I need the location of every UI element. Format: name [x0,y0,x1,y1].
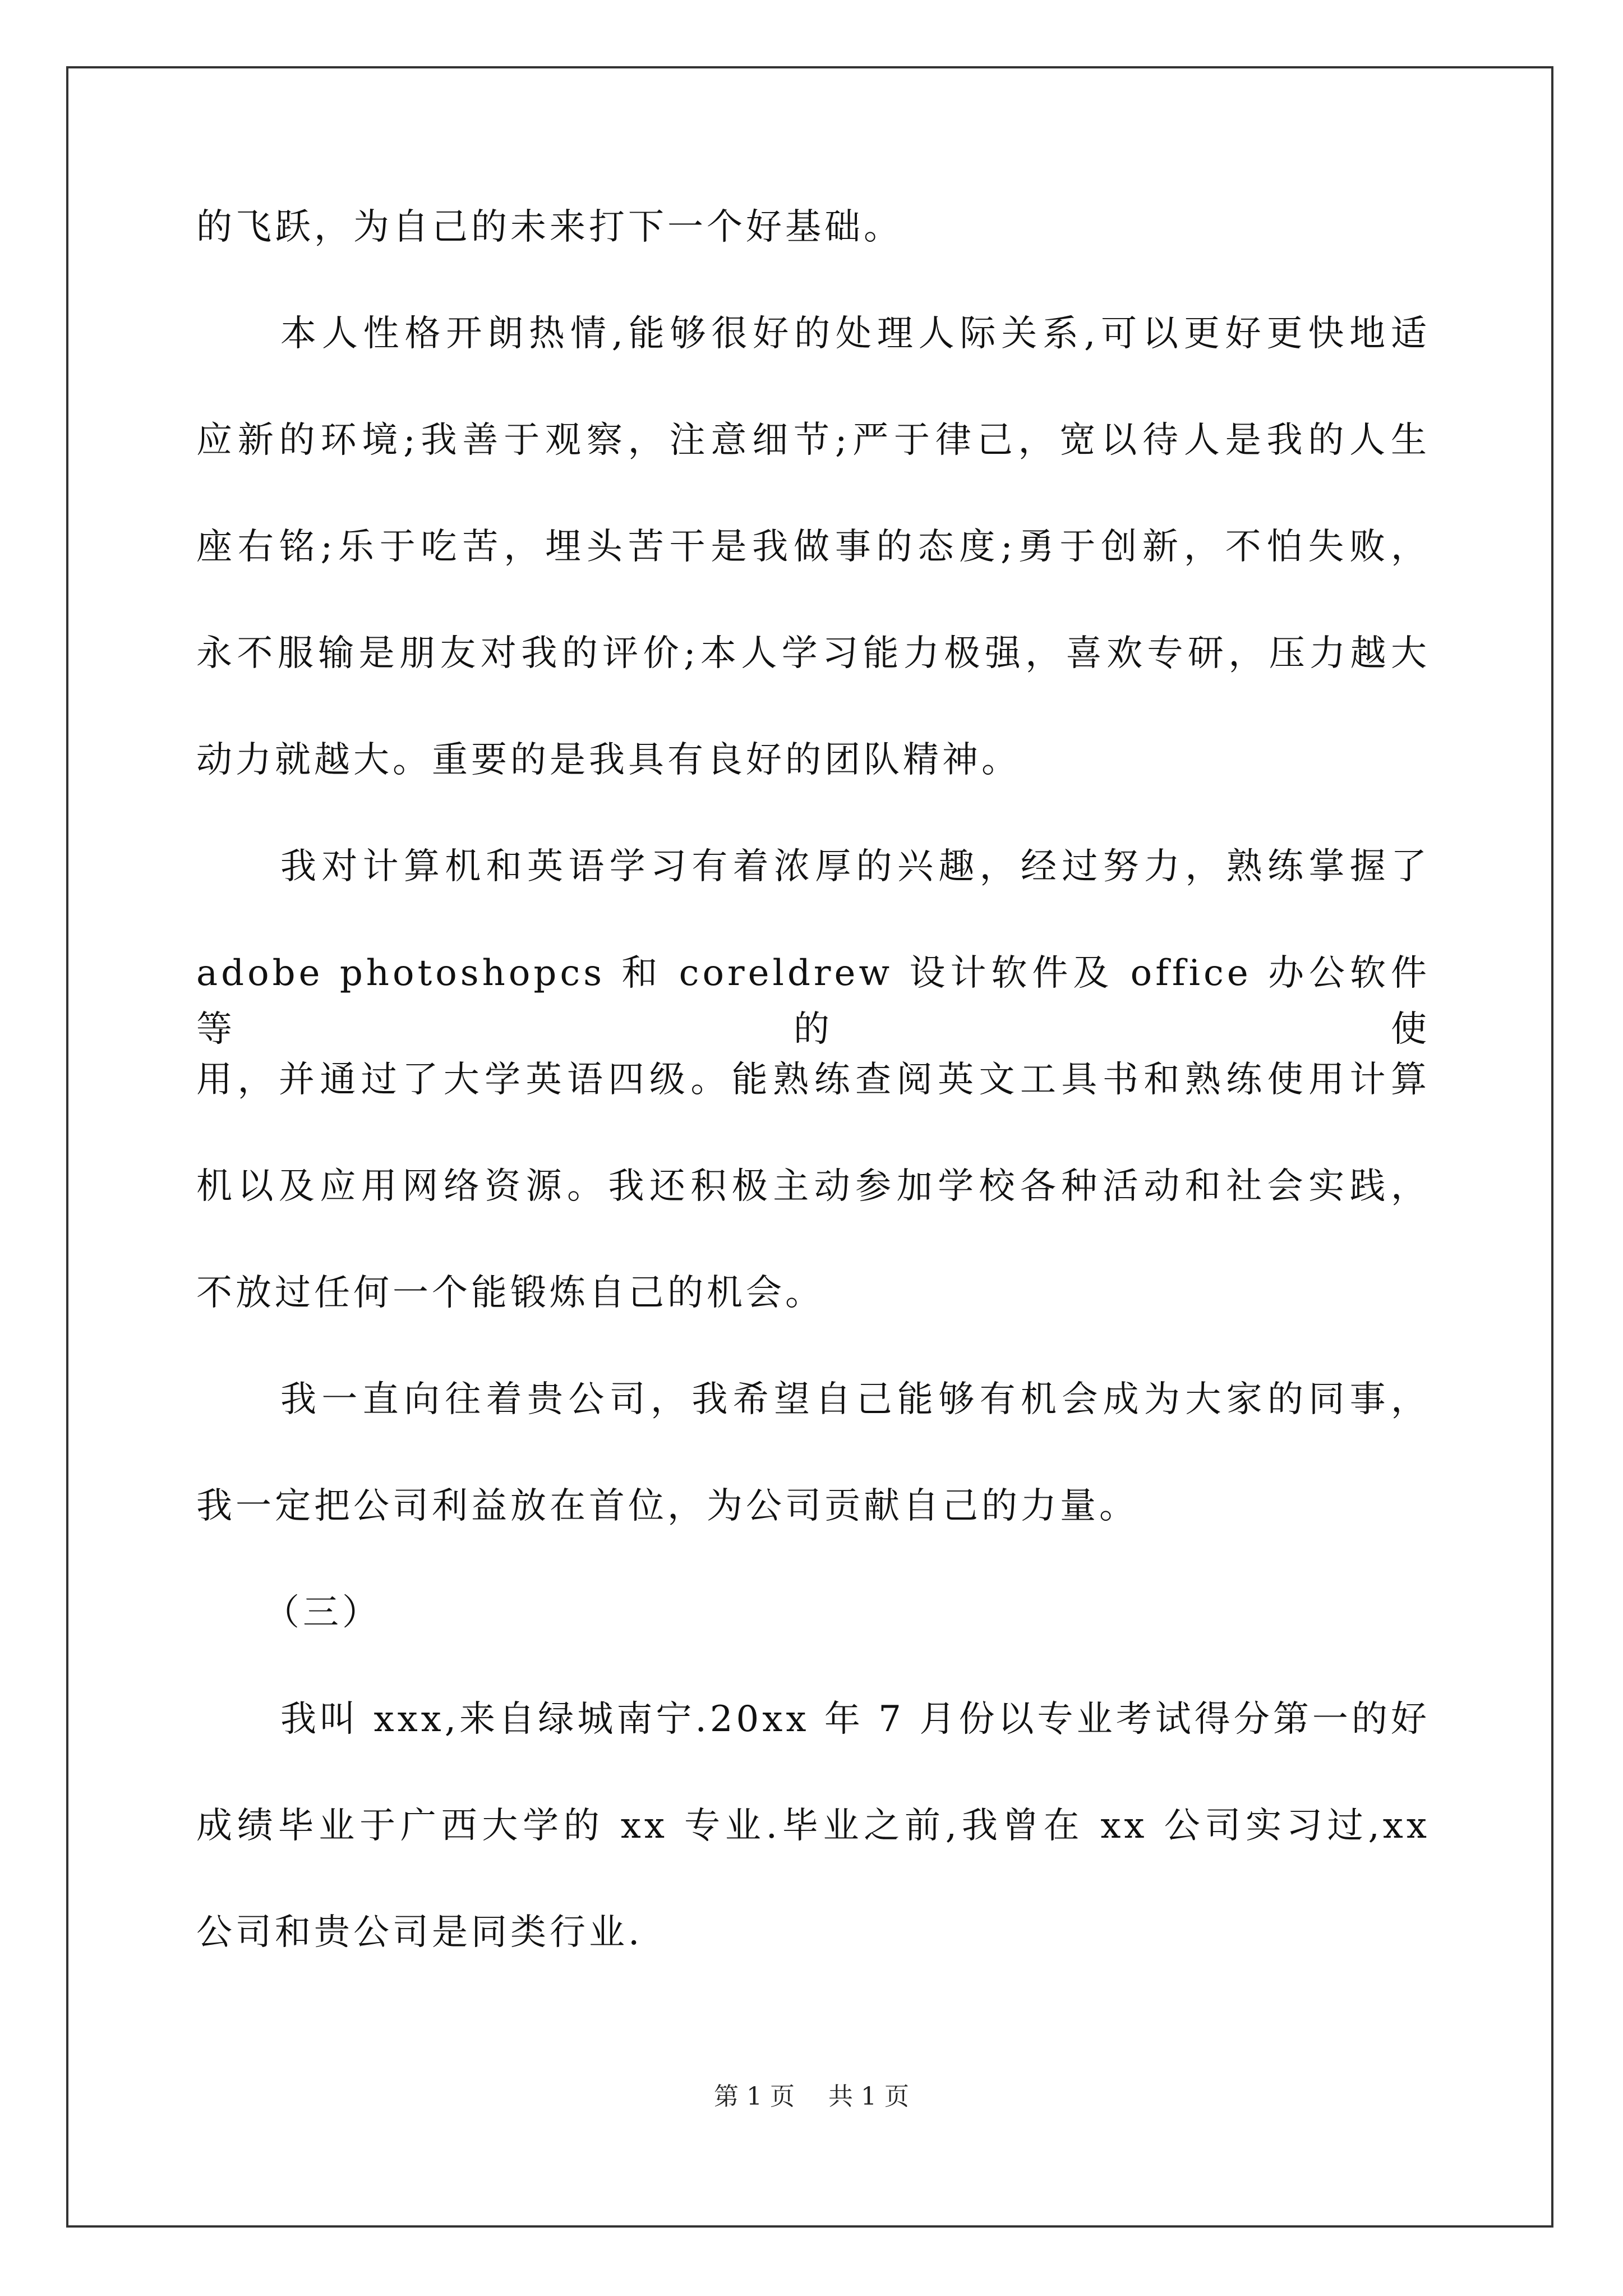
text-line: 动力就越大。重要的是我具有良好的团队精神。 [196,739,1021,781]
section-heading: （三） [264,1592,381,1634]
page-number: 第 1 页 [714,2082,795,2111]
text-line: 永不服输是朋友对我的评价;本人学习能力极强，喜欢专研，压力越大 [196,633,1430,674]
text-line: 成绩毕业于广西大学的 xx 专业.毕业之前,我曾在 xx 公司实习过,xx [196,1805,1430,1847]
text-line: 机以及应用网络资源。我还积极主动参加学校各种活动和社会实践， [196,1166,1430,1207]
text-line: 不放过任何一个能锻炼自己的机会。 [196,1272,824,1314]
text-line: 本人性格开朗热情,能够很好的处理人际关系,可以更好更快地适 [280,313,1430,355]
text-line: adobe photoshopcs 和 coreldrew 设计软件及 office 办公软件等的使 [196,953,1430,1050]
text-line: 公司和贵公司是同类行业. [196,1912,643,1953]
text-line: 座右铭;乐于吃苦，埋头苦干是我做事的态度;勇于创新，不怕失败， [196,526,1430,568]
page-footer [0,2080,1623,2114]
text-line: 我一定把公司利益放在首位，为公司贡献自己的力量。 [196,1485,1138,1527]
text-line: 应新的环境;我善于观察，注意细节;严于律己，宽以待人是我的人生 [196,420,1430,461]
text-line: 用，并通过了大学英语四级。能熟练查阅英文工具书和熟练使用计算 [196,1059,1430,1101]
page-border [66,66,1553,2228]
text-line: 的飞跃，为自己的未来打下一个好基础。 [196,206,903,248]
text-line: 我一直向往着贵公司，我希望自己能够有机会成为大家的同事， [280,1379,1430,1420]
text-line: 我对计算机和英语学习有着浓厚的兴趣，经过努力，熟练掌握了 [280,846,1430,887]
page-total: 共 1 页 [828,2082,909,2111]
text-line: 我叫 xxx,来自绿城南宁.20xx 年 7 月份以专业考试得分第一的好 [280,1699,1430,1740]
